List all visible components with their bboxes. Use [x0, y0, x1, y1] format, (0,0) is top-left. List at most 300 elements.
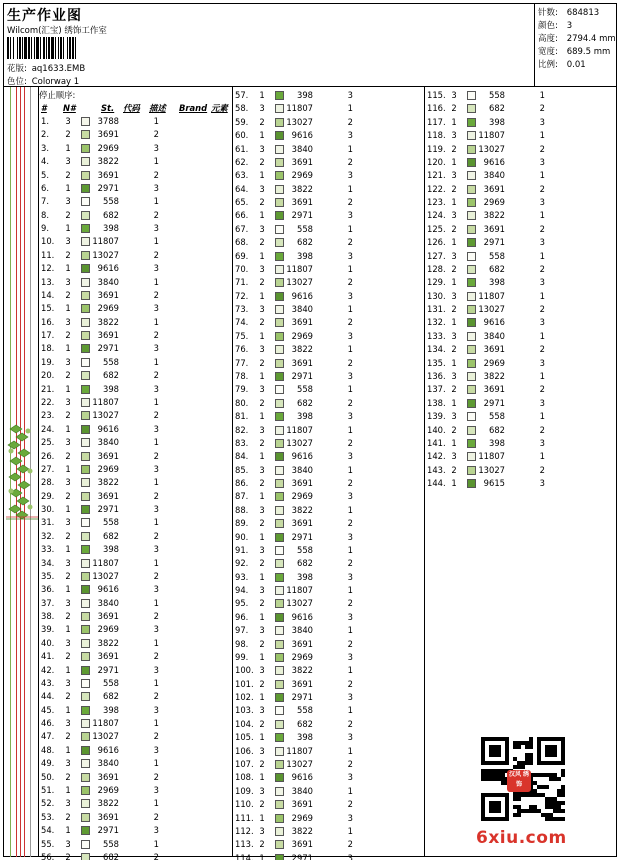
row-thread-code: 682 — [103, 530, 119, 541]
color-swatch-icon — [81, 438, 90, 447]
row-index: 130. — [427, 290, 446, 301]
design-stats — [535, 4, 617, 87]
row-index: 23. — [41, 410, 55, 421]
row-thread-code: 3691 — [291, 357, 313, 368]
row-needle: 1 — [259, 210, 265, 221]
table-row — [233, 812, 424, 825]
color-swatch-icon — [275, 800, 284, 809]
row-thread-code: 3691 — [483, 183, 505, 194]
table-row — [233, 584, 424, 597]
color-swatch-icon — [81, 759, 90, 768]
row-index: 117. — [427, 116, 446, 127]
stat-stitches — [538, 6, 599, 18]
row-code: 2 — [539, 183, 545, 194]
color-swatch-icon — [467, 238, 476, 247]
row-code: 3 — [539, 397, 545, 408]
row-needle: 1 — [65, 704, 71, 715]
color-swatch-icon — [275, 359, 284, 368]
row-needle: 3 — [451, 451, 457, 462]
color-swatch-icon — [275, 559, 284, 568]
row-code: 1 — [539, 451, 545, 462]
row-code: 1 — [539, 330, 545, 341]
row-index: 98. — [235, 638, 249, 649]
row-code: 3 — [347, 210, 353, 221]
row-code: 2 — [153, 249, 159, 260]
color-swatch-icon — [275, 599, 284, 608]
table-row — [425, 464, 617, 477]
color-swatch-icon — [275, 479, 284, 488]
row-thread-code: 2971 — [97, 664, 119, 675]
row-thread-code: 3840 — [97, 437, 119, 448]
row-index: 111. — [235, 812, 254, 823]
color-swatch-icon — [467, 439, 476, 448]
col-header-n: N# — [63, 103, 76, 113]
row-needle: 3 — [259, 183, 265, 194]
row-code: 1 — [153, 677, 159, 688]
color-swatch-icon — [81, 492, 90, 501]
row-thread-code: 3691 — [291, 799, 313, 810]
row-thread-code: 3840 — [291, 625, 313, 636]
table-row — [425, 437, 617, 450]
color-swatch-icon — [275, 787, 284, 796]
row-needle: 1 — [451, 116, 457, 127]
row-index: 1. — [41, 116, 49, 126]
stat-label: 高度: — [538, 34, 558, 44]
row-index: 139. — [427, 411, 446, 422]
color-swatch-icon — [275, 265, 284, 274]
table-row — [233, 504, 424, 517]
table-row — [39, 771, 232, 784]
row-needle: 3 — [65, 637, 71, 648]
color-swatch-icon — [81, 559, 90, 568]
table-row — [425, 276, 617, 289]
row-thread-code: 13027 — [286, 437, 313, 448]
row-needle: 1 — [259, 411, 265, 422]
color-swatch-icon — [275, 372, 284, 381]
table-row — [233, 223, 424, 236]
row-thread-code: 558 — [103, 677, 119, 688]
row-needle: 3 — [65, 758, 71, 769]
row-code: 2 — [153, 289, 159, 300]
color-swatch-icon — [81, 117, 90, 126]
row-thread-code: 11807 — [92, 718, 119, 729]
row-index: 73. — [235, 304, 249, 315]
row-needle: 1 — [65, 744, 71, 755]
row-code: 2 — [539, 344, 545, 355]
row-code: 2 — [153, 370, 159, 381]
row-code: 2 — [539, 424, 545, 435]
row-needle: 3 — [65, 597, 71, 608]
color-swatch-icon — [467, 385, 476, 394]
table-row — [425, 102, 617, 115]
row-index: 63. — [235, 170, 249, 181]
row-code: 2 — [153, 169, 159, 180]
color-swatch-icon — [81, 211, 90, 220]
row-index: 8. — [41, 209, 49, 220]
row-index: 37. — [41, 597, 55, 608]
row-needle: 3 — [65, 156, 71, 167]
table-row — [39, 209, 232, 222]
row-needle: 3 — [65, 116, 71, 126]
row-index: 57. — [235, 90, 249, 100]
row-thread-code: 9616 — [483, 317, 505, 328]
table-row — [233, 209, 424, 222]
row-index: 47. — [41, 731, 55, 742]
color-swatch-icon — [467, 359, 476, 368]
color-swatch-icon — [467, 145, 476, 154]
row-index: 101. — [235, 678, 254, 689]
row-needle: 1 — [451, 237, 457, 248]
row-thread-code: 3691 — [97, 330, 119, 341]
row-needle: 2 — [65, 651, 71, 662]
row-index: 136. — [427, 370, 446, 381]
row-index: 106. — [235, 745, 254, 756]
col-header-brand: Brand — [179, 103, 208, 113]
table-row — [233, 852, 424, 860]
row-needle: 1 — [65, 423, 71, 434]
row-thread-code: 3691 — [291, 678, 313, 689]
color-swatch-icon — [81, 411, 90, 420]
row-code: 2 — [153, 731, 159, 742]
row-index: 49. — [41, 758, 55, 769]
table-row — [233, 597, 424, 610]
row-needle: 1 — [65, 223, 71, 234]
row-thread-code: 558 — [103, 356, 119, 367]
table-row — [39, 637, 232, 650]
color-swatch-icon — [275, 586, 284, 595]
row-needle: 2 — [65, 209, 71, 220]
row-thread-code: 682 — [489, 424, 505, 435]
row-thread-code: 2971 — [291, 531, 313, 542]
row-code: 2 — [539, 304, 545, 315]
row-thread-code: 9616 — [97, 584, 119, 595]
row-index: 60. — [235, 130, 249, 141]
row-thread-code: 13027 — [478, 143, 505, 154]
stat-value: 3 — [566, 21, 573, 31]
row-index: 115. — [427, 90, 446, 100]
row-code: 1 — [347, 504, 353, 515]
row-code: 1 — [347, 143, 353, 154]
table-row — [39, 155, 232, 168]
table-row — [233, 651, 424, 664]
table-row — [425, 250, 617, 263]
row-thread-code: 3840 — [97, 597, 119, 608]
row-index: 24. — [41, 423, 55, 434]
row-needle: 2 — [259, 718, 265, 729]
row-index: 76. — [235, 344, 249, 355]
row-thread-code: 558 — [489, 250, 505, 261]
row-needle: 1 — [451, 277, 457, 288]
row-thread-code: 398 — [103, 223, 119, 234]
row-index: 51. — [41, 785, 55, 795]
row-index: 96. — [235, 611, 249, 622]
row-thread-code: 3822 — [483, 210, 505, 221]
row-index: 133. — [427, 330, 446, 341]
color-swatch-icon — [275, 252, 284, 261]
page-title: 生产作业图 — [7, 8, 82, 24]
row-index: 25. — [41, 437, 55, 448]
stat-value: 689.5 mm — [566, 47, 611, 57]
table-row — [425, 450, 617, 463]
color-swatch-icon — [81, 786, 90, 795]
row-thread-code: 3822 — [97, 316, 119, 327]
color-swatch-icon — [81, 197, 90, 206]
row-code: 3 — [153, 744, 159, 755]
row-needle: 1 — [451, 357, 457, 368]
table-row — [233, 771, 424, 784]
color-swatch-icon — [275, 118, 284, 127]
table-row — [425, 263, 617, 276]
color-swatch-icon — [275, 412, 284, 421]
row-needle: 3 — [65, 356, 71, 367]
row-code: 3 — [153, 504, 159, 515]
row-index: 91. — [235, 544, 249, 555]
color-swatch-icon — [275, 760, 284, 769]
table-row — [233, 691, 424, 704]
row-index: 3. — [41, 142, 49, 153]
table-row — [39, 797, 232, 810]
table-row — [233, 410, 424, 423]
row-index: 120. — [427, 156, 446, 167]
row-needle: 2 — [65, 249, 71, 260]
row-thread-code: 3691 — [97, 651, 119, 662]
header-info — [4, 4, 535, 87]
row-index: 128. — [427, 263, 446, 274]
table-row — [233, 183, 424, 196]
row-thread-code: 9616 — [291, 290, 313, 301]
row-thread-code: 9616 — [291, 451, 313, 462]
stat-height — [538, 32, 616, 44]
color-swatch-icon — [81, 625, 90, 634]
color-swatch-icon — [81, 679, 90, 688]
color-swatch-icon — [467, 158, 476, 167]
stat-label: 比例: — [538, 60, 558, 70]
row-code: 3 — [539, 478, 545, 489]
row-index: 42. — [41, 664, 55, 675]
color-swatch-icon — [275, 519, 284, 528]
color-swatch-icon — [275, 840, 284, 849]
row-code: 1 — [153, 396, 159, 407]
row-index: 131. — [427, 304, 446, 315]
table-row — [39, 704, 232, 717]
production-sheet — [3, 3, 617, 860]
row-needle: 1 — [65, 504, 71, 515]
row-needle: 2 — [451, 344, 457, 355]
row-index: 66. — [235, 210, 249, 221]
table-row — [39, 450, 232, 463]
barcode-icon — [7, 37, 123, 59]
row-thread-code: 3691 — [291, 518, 313, 529]
row-needle: 1 — [259, 491, 265, 502]
row-needle: 3 — [259, 424, 265, 435]
row-code: 2 — [347, 518, 353, 529]
table-row — [39, 650, 232, 663]
table-row — [39, 557, 232, 570]
design-file-line — [7, 62, 85, 74]
row-thread-code: 2971 — [483, 237, 505, 248]
color-swatch-icon — [81, 732, 90, 741]
row-index: 70. — [235, 263, 249, 274]
row-code: 3 — [347, 732, 353, 743]
row-index: 83. — [235, 437, 249, 448]
table-row — [233, 531, 424, 544]
table-header — [39, 102, 232, 115]
table-row — [233, 276, 424, 289]
table-row — [233, 745, 424, 758]
row-index: 59. — [235, 116, 249, 127]
table-row — [233, 236, 424, 249]
table-row — [425, 143, 617, 156]
row-code: 3 — [347, 90, 353, 100]
row-thread-code: 11807 — [92, 236, 119, 247]
row-needle: 1 — [65, 182, 71, 193]
row-thread-code: 3822 — [291, 344, 313, 355]
table-row — [233, 785, 424, 798]
row-needle: 3 — [259, 384, 265, 395]
row-index: 33. — [41, 544, 55, 555]
row-code: 1 — [347, 585, 353, 596]
row-needle: 2 — [451, 223, 457, 234]
color-swatch-icon — [275, 171, 284, 180]
row-index: 118. — [427, 130, 446, 141]
row-code: 2 — [347, 197, 353, 208]
row-thread-code: 3691 — [97, 611, 119, 622]
row-code: 1 — [153, 236, 159, 247]
row-code: 2 — [347, 718, 353, 729]
stat-label: 颜色: — [538, 21, 558, 31]
row-thread-code: 13027 — [286, 598, 313, 609]
color-swatch-icon — [81, 799, 90, 808]
table-row — [39, 570, 232, 583]
color-swatch-icon — [467, 171, 476, 180]
row-code: 3 — [539, 317, 545, 328]
row-code: 2 — [539, 464, 545, 475]
row-index: 108. — [235, 772, 254, 783]
color-swatch-icon — [467, 265, 476, 274]
row-thread-code: 11807 — [478, 290, 505, 301]
row-index: 67. — [235, 223, 249, 234]
row-thread-code: 3822 — [97, 477, 119, 488]
row-code: 2 — [153, 410, 159, 421]
color-swatch-icon — [81, 157, 90, 166]
row-index: 55. — [41, 838, 55, 849]
color-swatch-icon — [81, 237, 90, 246]
row-needle: 3 — [65, 718, 71, 729]
row-needle: 1 — [259, 90, 265, 100]
design-preview-strip — [4, 87, 39, 857]
row-needle: 3 — [259, 745, 265, 756]
row-code: 3 — [153, 142, 159, 153]
color-swatch-icon — [81, 585, 90, 594]
table-row — [39, 276, 232, 289]
table-row — [233, 758, 424, 771]
row-needle: 3 — [259, 344, 265, 355]
row-index: 92. — [235, 558, 249, 569]
color-swatch-icon — [81, 385, 90, 394]
row-thread-code: 3822 — [291, 183, 313, 194]
row-code: 3 — [347, 290, 353, 301]
table-row — [39, 610, 232, 623]
row-thread-code: 3691 — [483, 344, 505, 355]
row-code: 2 — [347, 317, 353, 328]
row-thread-code: 11807 — [286, 424, 313, 435]
row-thread-code: 558 — [297, 705, 313, 716]
row-code: 3 — [539, 277, 545, 288]
row-needle: 1 — [259, 451, 265, 462]
row-thread-code: 2969 — [291, 651, 313, 662]
table-row — [425, 183, 617, 196]
color-swatch-icon — [81, 692, 90, 701]
color-swatch-icon — [275, 399, 284, 408]
table-row — [39, 784, 232, 797]
col-header-element: 元素 — [211, 103, 228, 113]
stat-width — [538, 45, 610, 57]
color-swatch-icon — [81, 358, 90, 367]
row-code: 2 — [153, 611, 159, 622]
row-thread-code: 682 — [103, 209, 119, 220]
row-needle: 3 — [451, 370, 457, 381]
row-thread-code: 11807 — [286, 745, 313, 756]
color-swatch-icon — [81, 331, 90, 340]
row-needle: 1 — [65, 303, 71, 314]
row-needle: 1 — [259, 170, 265, 181]
color-swatch-icon — [81, 264, 90, 273]
row-thread-code: 398 — [103, 383, 119, 394]
color-swatch-icon — [467, 479, 476, 488]
color-swatch-icon — [275, 720, 284, 729]
row-code: 1 — [347, 625, 353, 636]
row-code: 2 — [153, 811, 159, 822]
table-row — [39, 423, 232, 436]
row-code: 2 — [347, 678, 353, 689]
row-code: 1 — [153, 116, 159, 126]
colorway-label: 色位: — [7, 77, 27, 87]
row-needle: 3 — [65, 437, 71, 448]
color-swatch-icon — [275, 452, 284, 461]
row-code: 2 — [347, 156, 353, 167]
table-row — [233, 196, 424, 209]
table-row — [39, 235, 232, 248]
color-swatch-icon — [81, 612, 90, 621]
row-thread-code: 3822 — [291, 665, 313, 676]
row-thread-code: 13027 — [286, 759, 313, 769]
color-swatch-icon — [467, 252, 476, 261]
color-swatch-icon — [467, 91, 476, 100]
row-index: 44. — [41, 691, 55, 702]
row-index: 32. — [41, 530, 55, 541]
row-thread-code: 2969 — [97, 142, 119, 153]
row-needle: 1 — [451, 397, 457, 408]
row-code: 2 — [347, 357, 353, 368]
row-needle: 2 — [451, 263, 457, 274]
row-thread-code: 3822 — [97, 798, 119, 809]
table-row — [425, 330, 617, 343]
table-row — [39, 396, 232, 409]
row-index: 2. — [41, 129, 49, 140]
color-swatch-icon — [275, 198, 284, 207]
row-code: 2 — [539, 384, 545, 395]
row-thread-code: 11807 — [286, 103, 313, 114]
table-row — [425, 129, 617, 142]
color-swatch-icon — [275, 747, 284, 756]
row-thread-code: 9616 — [291, 130, 313, 141]
row-needle: 1 — [65, 544, 71, 555]
row-needle: 3 — [259, 143, 265, 154]
row-code: 2 — [153, 490, 159, 501]
row-needle: 1 — [259, 812, 265, 823]
row-thread-code: 3840 — [97, 276, 119, 287]
row-thread-code: 3822 — [291, 825, 313, 836]
